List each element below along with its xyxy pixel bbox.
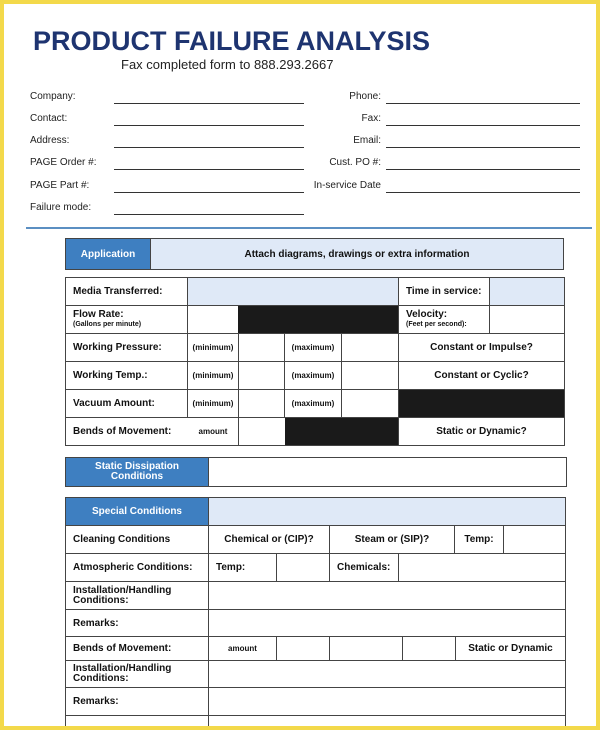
static-dissipation-subtitle: Conditions bbox=[110, 471, 164, 482]
static-dissipation-header bbox=[66, 458, 208, 486]
chemicals-label: Chemicals: bbox=[337, 562, 391, 573]
company-label: Company: bbox=[30, 91, 76, 102]
page-part-field[interactable] bbox=[114, 192, 304, 193]
remarks-label: Remarks: bbox=[73, 617, 119, 629]
address-field[interactable] bbox=[114, 147, 304, 148]
installation-cell bbox=[66, 582, 208, 609]
temp-min-label: (minimum) bbox=[192, 371, 234, 380]
page-order-field[interactable] bbox=[114, 169, 304, 170]
velocity-label: Velocity: bbox=[406, 308, 448, 320]
fax-instruction: Fax completed form to 888.293.2667 bbox=[121, 57, 334, 72]
atmospheric-conditions-label: Atmospheric Conditions: bbox=[73, 562, 193, 573]
constant-or-impulse: Constant or Impulse? bbox=[430, 342, 533, 353]
vacuum-max-label: (maximum) bbox=[291, 399, 335, 408]
pressure-min-label: (minimum) bbox=[192, 343, 234, 352]
flow-rate-field[interactable] bbox=[188, 306, 238, 333]
vacuum-min-label: (minimum) bbox=[192, 399, 234, 408]
special-bends-label: Bends of Movement: bbox=[73, 643, 172, 654]
static-or-dynamic-question: Static or Dynamic? bbox=[436, 426, 527, 437]
cust-po-field[interactable] bbox=[386, 169, 580, 170]
media-transferred-field[interactable] bbox=[188, 278, 398, 305]
installation-field[interactable] bbox=[209, 582, 565, 609]
atmospheric-temp-label: Temp: bbox=[216, 562, 246, 573]
velocity-field[interactable] bbox=[490, 306, 564, 333]
page-title: PRODUCT FAILURE ANALYSIS bbox=[33, 26, 431, 56]
flow-rate-unit: (Gallons per minute) bbox=[73, 320, 142, 328]
working-temp-label: Working Temp.: bbox=[73, 370, 148, 381]
time-in-service-label: Time in service: bbox=[406, 286, 482, 297]
velocity-cell bbox=[399, 306, 489, 333]
address-label: Address: bbox=[30, 135, 70, 146]
remarks2-field[interactable] bbox=[209, 688, 565, 715]
in-service-date-field[interactable] bbox=[386, 192, 580, 193]
special-static-or-dynamic: Static or Dynamic bbox=[468, 643, 553, 654]
fax-label: Fax: bbox=[361, 113, 381, 124]
blocked-cell bbox=[285, 418, 398, 445]
working-pressure-label: Working Pressure: bbox=[73, 342, 162, 353]
velocity-unit: (Feet per second): bbox=[406, 320, 467, 328]
contact-field[interactable] bbox=[114, 125, 304, 126]
application-header: Application bbox=[66, 239, 150, 269]
constant-or-cyclic: Constant or Cyclic? bbox=[434, 370, 529, 381]
bends-of-movement-label: Bends of Movement: bbox=[73, 426, 172, 437]
bends-amount-field[interactable] bbox=[239, 418, 284, 445]
chemical-cip-option[interactable]: Chemical or (CIP)? bbox=[224, 534, 314, 545]
failure-mode-field[interactable] bbox=[114, 214, 304, 215]
static-dissipation-field[interactable] bbox=[209, 458, 566, 486]
special-conditions-header-field bbox=[209, 498, 565, 525]
cleaning-temp-field[interactable] bbox=[504, 526, 565, 553]
blocked-cell bbox=[399, 390, 564, 417]
phone-field[interactable] bbox=[386, 103, 580, 104]
temp-min-field[interactable] bbox=[239, 362, 284, 389]
flow-rate-label: Flow Rate: bbox=[73, 308, 124, 320]
section-divider bbox=[26, 227, 592, 229]
temp-max-field[interactable] bbox=[342, 362, 398, 389]
temp-max-label: (maximum) bbox=[291, 371, 335, 380]
contact-label: Contact: bbox=[30, 113, 68, 124]
special-bends-field-2[interactable] bbox=[330, 637, 402, 660]
email-label: Email: bbox=[353, 135, 381, 146]
phone-label: Phone: bbox=[349, 91, 381, 102]
bends-amount-label: amount bbox=[198, 427, 228, 436]
installation2-field[interactable] bbox=[209, 661, 565, 687]
attach-info-field[interactable]: Attach diagrams, drawings or extra information bbox=[151, 239, 563, 269]
vacuum-amount-label: Vacuum Amount: bbox=[73, 398, 155, 409]
cleaning-temp-label: Temp: bbox=[464, 534, 494, 545]
media-transferred-label: Media Transferred: bbox=[73, 286, 163, 297]
atmospheric-temp-field[interactable] bbox=[277, 554, 329, 581]
special-bends-field-3[interactable] bbox=[403, 637, 455, 660]
flow-rate-cell bbox=[66, 306, 187, 333]
special-bends-amount-label: amount bbox=[228, 644, 257, 653]
installation-label-cont: Conditions: bbox=[73, 594, 129, 606]
blocked-cell bbox=[238, 306, 398, 333]
steam-sip-option[interactable]: Steam or (SIP)? bbox=[354, 534, 430, 545]
fax-field[interactable] bbox=[386, 125, 580, 126]
row-divider bbox=[66, 715, 565, 716]
cleaning-conditions-label: Cleaning Conditions bbox=[73, 534, 171, 545]
in-service-date-label: In-service Date bbox=[313, 180, 381, 191]
time-in-service-field[interactable] bbox=[490, 278, 564, 305]
vacuum-max-field[interactable] bbox=[342, 390, 398, 417]
chemicals-field[interactable] bbox=[399, 554, 565, 581]
company-field[interactable] bbox=[114, 103, 304, 104]
installation2-label-cont: Conditions: bbox=[73, 673, 129, 684]
failure-mode-label: Failure mode: bbox=[30, 202, 92, 213]
remarks-field[interactable] bbox=[209, 610, 565, 636]
pressure-max-label: (maximum) bbox=[291, 343, 335, 352]
email-field[interactable] bbox=[386, 147, 580, 148]
page-part-label: PAGE Part #: bbox=[30, 180, 90, 191]
remarks2-label: Remarks: bbox=[73, 696, 119, 707]
cust-po-label: Cust. PO #: bbox=[329, 157, 381, 168]
special-conditions-header: Special Conditions bbox=[66, 498, 208, 525]
pressure-max-field[interactable] bbox=[342, 334, 398, 361]
installation-label: Installation/Handling bbox=[73, 584, 172, 596]
installation2-label: Installation/Handling bbox=[73, 663, 172, 674]
page-order-label: PAGE Order #: bbox=[30, 157, 97, 168]
static-dissipation-title: Static Dissipation bbox=[95, 461, 179, 472]
form-sheet bbox=[4, 4, 596, 726]
pressure-min-field[interactable] bbox=[239, 334, 284, 361]
installation2-cell bbox=[66, 661, 208, 687]
special-bends-amount-field[interactable] bbox=[277, 637, 329, 660]
vacuum-min-field[interactable] bbox=[239, 390, 284, 417]
